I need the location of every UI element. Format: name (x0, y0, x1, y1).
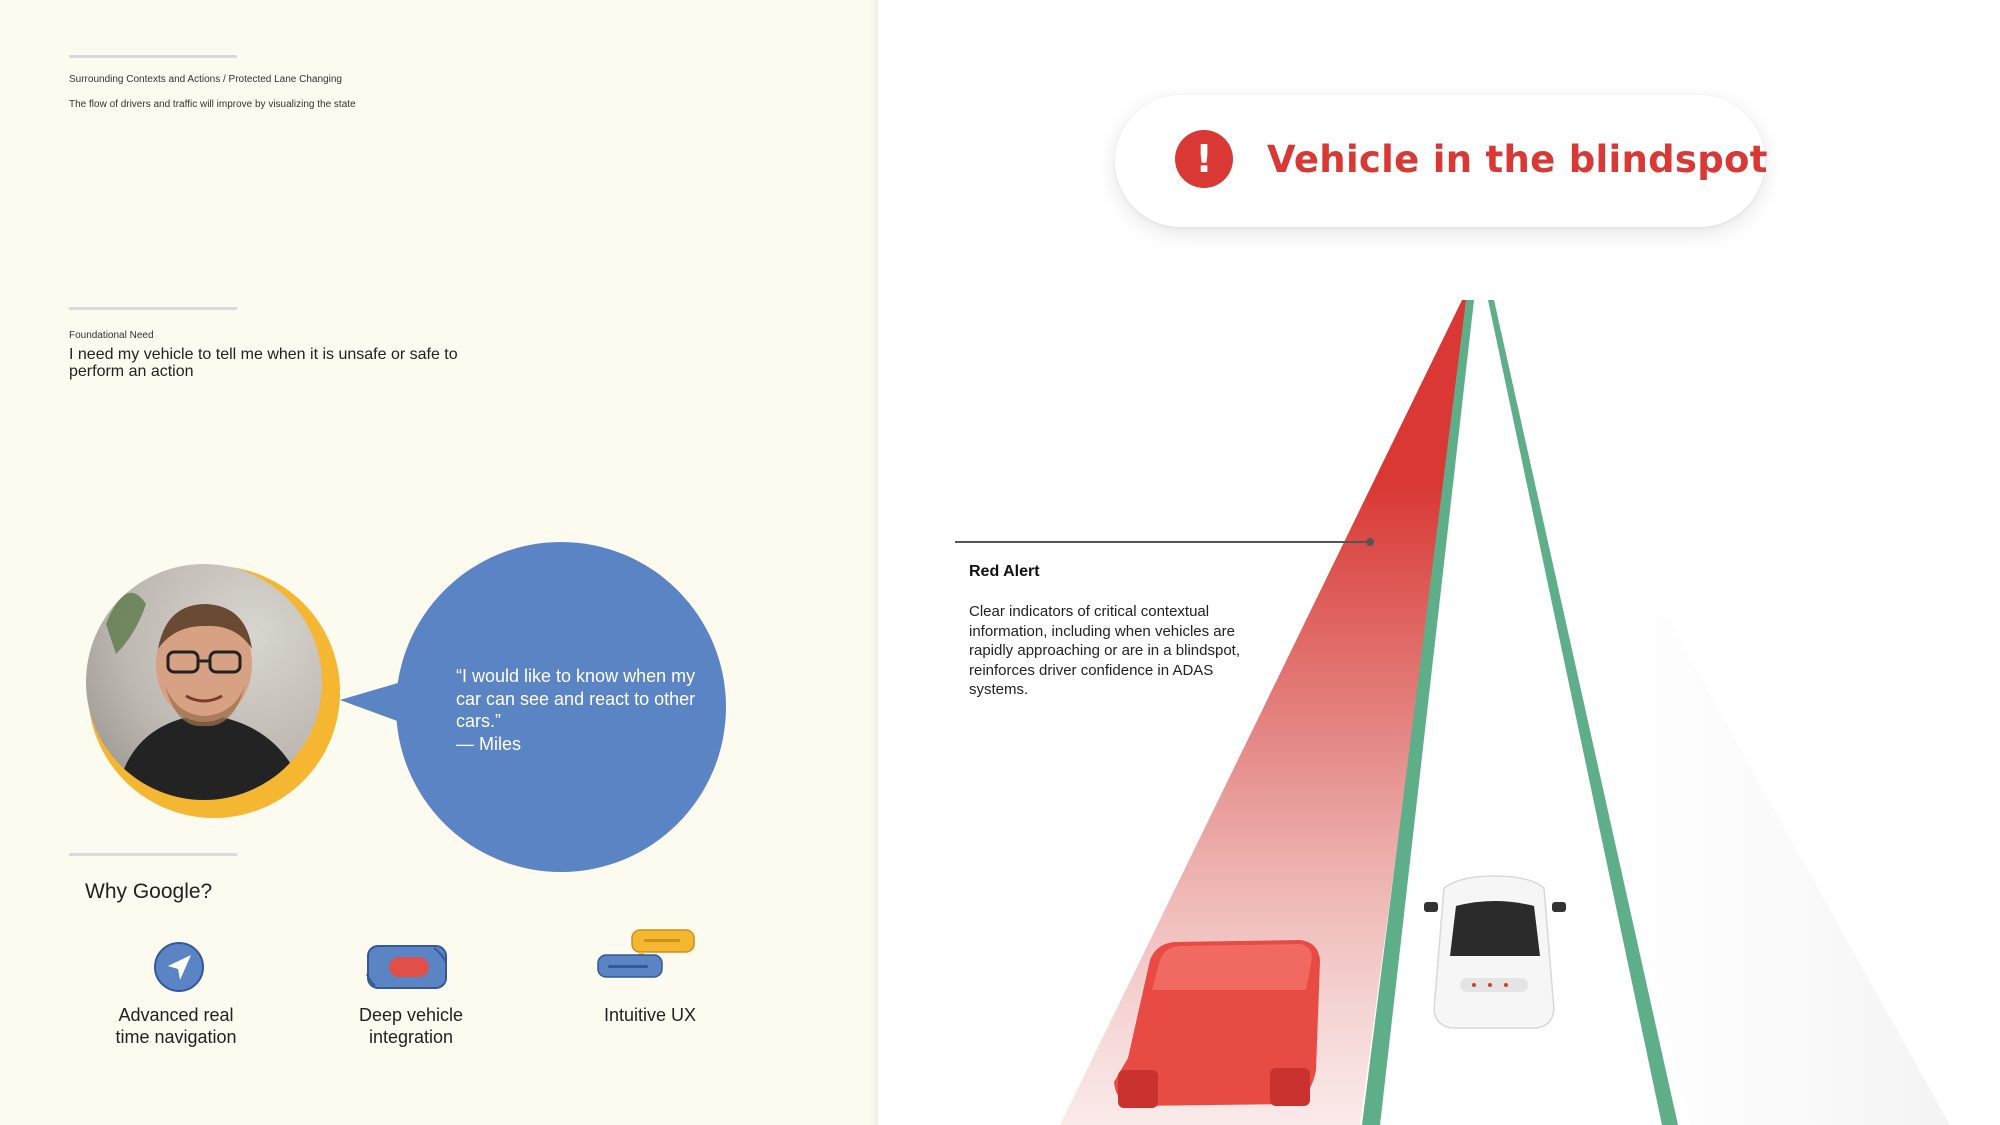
breadcrumb: Surrounding Contexts and Actions / Protected Lane Changing (69, 74, 342, 85)
feature-label-integration: Deep vehicle integration (358, 1005, 464, 1047)
callout-body: Clear indicators of critical contextual information, including when vehicles are rapidly approaching or are in a blindspot, reinforces driver confidence in ADAS systems. (969, 603, 1241, 698)
white-car-icon (1424, 876, 1566, 1028)
quote-text: “I would like to know when my car can see and react to other cars.” (456, 666, 696, 731)
why-google-heading: Why Google? (85, 880, 213, 903)
callout-dot (1366, 538, 1374, 546)
feature-label-ux: Intuitive UX (603, 1005, 697, 1025)
alert-message: Vehicle in the blindspot (1267, 138, 1768, 181)
need-statement: I need my vehicle to tell me when it is unsafe or safe to perform an action (69, 346, 458, 380)
quote-attribution: — Miles (456, 734, 522, 754)
right-lane-shade (1490, 300, 1950, 1125)
feature-label-navigation: Advanced real time navigation (115, 1005, 237, 1047)
callout-title: Red Alert (969, 563, 1040, 580)
exclamation-icon: ! (1175, 130, 1233, 188)
need-label: Foundational Need (69, 330, 154, 341)
page-subtitle: The flow of drivers and traffic will improve by visualizing the state (69, 99, 356, 110)
